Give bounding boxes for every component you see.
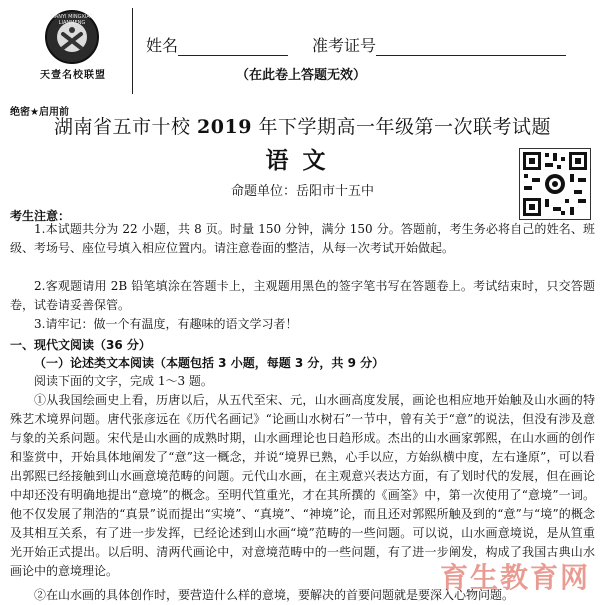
qr-code-icon [519, 148, 591, 220]
name-field[interactable] [146, 33, 288, 56]
exam-title: 湖南省五市十校 2019 年下学期高一年级第一次联考试题 [54, 116, 551, 138]
figure-mark-icon [57, 22, 87, 52]
logo-arc-text: TIANYI MINGXIAO LIANMENG [50, 14, 94, 26]
name-label: 姓名 [146, 36, 179, 55]
alliance-logo [22, 10, 124, 84]
subject-title: 语文 [265, 148, 340, 174]
name-blank[interactable] [178, 55, 288, 56]
passage-paragraph: ②在山水画的具体创作时，要营造什么样的意境，要解决的首要问题就是要深入心物问题。 [34, 588, 515, 602]
watermark: 育生教育网 [440, 561, 591, 594]
passage-paragraph: ①从我国绘画史上看，历唐以后，从五代至宋、元，山水画高度发展，画论也相应地开始触及山水画的特殊艺术境界问题。唐代张彦远在《历代名画记》“论画山水树石”一节中，曾有关于“意”的说法，但没有涉及意与象的关系问题。宋代是山水画的成熟时期，山水画理论也日趋形成。杰出的山水画家郭熙，在山水画的创作和鉴赏中，开始具体地阐发了“意”这一概念，并说“境界已熟，心手以应，方始纵横中度，左右逢原”，可以看出郭熙已经接触到山水画意境范畴的问题。元代山水画，在主观意兴表达方面，有了划时代的发展，但在画论中却还没有明确地提出“意境”的概念。至明代笪重光，才在其所撰的《画筌》中，第一次使用了“意境”一词。他不仅发展了荆浩的“真景”说而提出“实境”、“真境”、“神境”论，而且还对郭熙所触及到的“意”与“境”的概念及其相互关系，有了进一步发挥，已经论述到山水画“境”范畴的一些问题。可以说，山水画意境说，是从笪重光开始正式提出。以后明、清两代画论中，对意境范畴中的一些问题，有了进一步阐发，构成了我国古典山水画论中的意境理论。 [10, 393, 595, 578]
secret-label: 绝密★启用前 [10, 107, 69, 118]
section-heading: 一、现代文阅读（36 分） [10, 338, 151, 352]
logo-text: 天壹名校联盟 [40, 70, 106, 81]
subsection-heading: （一）论述类文本阅读（本题包括 3 小题，每题 3 分，共 9 分） [34, 356, 385, 370]
exam-id-field[interactable] [312, 33, 566, 56]
instruction-item: 3.请牢记：做一个有温度，有趣味的语文学习者！ [34, 317, 298, 331]
invalid-note: （在此卷上答题无效） [236, 68, 367, 83]
exam-id-blank[interactable] [376, 55, 566, 56]
instructions-heading: 考生注意： [10, 209, 71, 223]
instruction-item: 1.本试题共分为 22 小题，共 8 页。时量 150 分钟，满分 150 分。答题前，考生务必将自己的姓名、班级、考场号、座位号填入相应位置内。请注意卷面的整洁，从每一次考试开始做起。 [10, 222, 595, 255]
exam-unit: 命题单位：岳阳市十五中 [230, 184, 374, 199]
exam-id-label: 准考证号 [312, 36, 377, 55]
instruction-item: 2.客观题请用 2B 铅笔填涂在答题卡上，主观题用黑色的签字笔书写在答题卷上。考试结束时，只交答题卷，试卷请妥善保管。 [10, 279, 595, 312]
header-divider [132, 8, 133, 94]
reading-prompt: 阅读下面的文字，完成 1～3 题。 [34, 374, 213, 388]
